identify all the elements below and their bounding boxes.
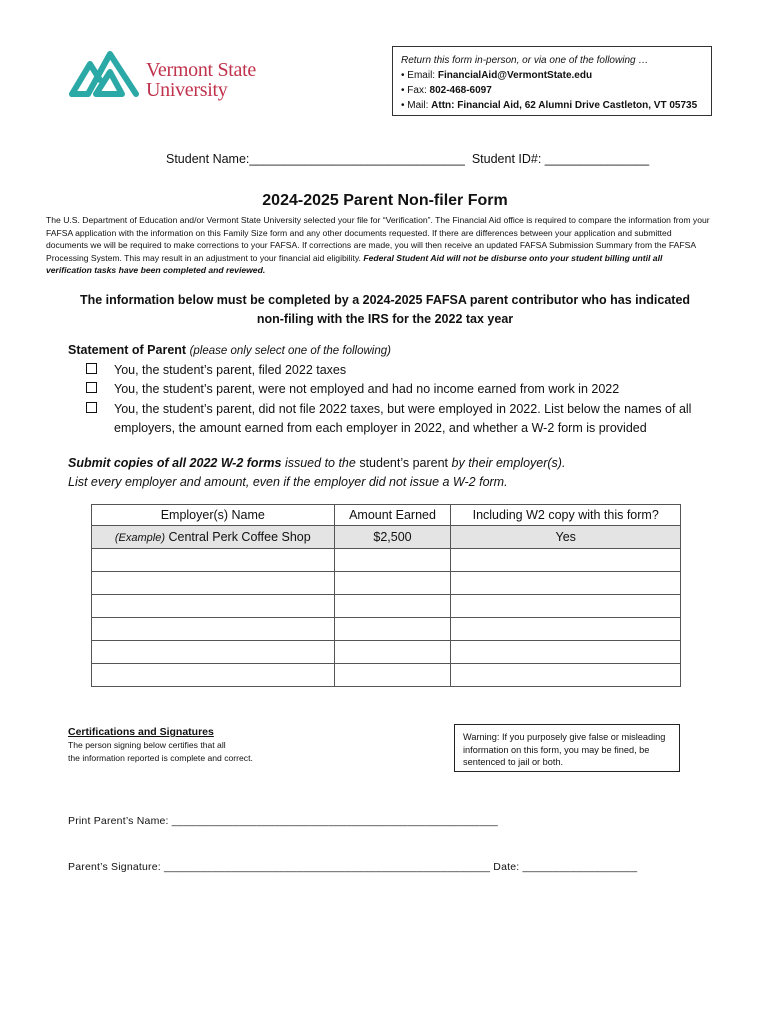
w2-cell[interactable]	[451, 572, 681, 595]
option-label: You, the student’s parent, filed 2022 taxes	[114, 363, 347, 377]
w2-cell[interactable]	[451, 549, 681, 572]
submit-mid: issued to the	[281, 456, 360, 470]
submit-bold: Submit copies of all 2022 W-2 forms	[68, 456, 282, 470]
column-header-employer: Employer(s) Name	[92, 505, 335, 526]
university-logo	[66, 46, 266, 106]
checkbox-icon[interactable]	[86, 363, 97, 374]
employer-cell[interactable]	[92, 641, 335, 664]
email-value: FinancialAid@VermontState.edu	[437, 70, 593, 81]
logo-wordmark	[146, 60, 256, 100]
intro-body: The U.S. Department of Education and/or Vermont State University selected your file for “Verification”. The Financial Aid office is required to compare the information from your FAFSA application with the information on this Family Size form and any other documents requested. If there are differences between your application and submitted documents we will be required to make corrections to your FAFSA. If corrections are made, you will then receive an updated FAFSA Submission Summary from the FAFSA Processing System. This may result in an adjustment to your financial aid eligibility.	[46, 215, 710, 263]
student-name-id-field[interactable]: Student Name:_______________________________ Student ID#: _______________	[166, 152, 650, 166]
parent-signature-date-field[interactable]: Parent’s Signature: ______________________________________________________ Date: ___________________	[68, 861, 638, 873]
return-email	[401, 68, 703, 83]
table-row	[92, 618, 681, 641]
amount-cell[interactable]	[334, 572, 451, 595]
fax-label: • Fax:	[401, 85, 430, 96]
return-instructions-box	[392, 46, 712, 116]
amount-cell[interactable]	[334, 641, 451, 664]
statement-hint: (please only select one of the following)	[189, 345, 391, 357]
logo-line-2: University	[146, 79, 228, 101]
example-w2: Yes	[451, 526, 681, 549]
checkbox-icon[interactable]	[86, 402, 97, 413]
cert-title: Certifications and Signatures	[68, 726, 214, 738]
statement-heading	[68, 343, 391, 357]
amount-cell[interactable]	[334, 618, 451, 641]
table-row	[92, 595, 681, 618]
option-label: You, the student’s parent, did not file 2022 taxes, but were employed in 2022. List below the names of all	[114, 402, 692, 416]
return-header: Return this form in-person, or via one of the following …	[401, 55, 649, 66]
fax-value: 802-468-6097	[429, 85, 492, 96]
employer-cell[interactable]	[92, 595, 335, 618]
w2-cell[interactable]	[451, 618, 681, 641]
intro-emphasis: Federal Student Aid will not be disburse onto your student billing until all verification tasks have been completed and reviewed.	[46, 252, 663, 276]
employer-cell[interactable]	[92, 549, 335, 572]
employer-cell[interactable]	[92, 664, 335, 687]
employer-cell[interactable]	[92, 618, 335, 641]
employer-cell[interactable]	[92, 572, 335, 595]
submit-parent: student’s parent	[359, 456, 449, 470]
w2-cell[interactable]	[451, 641, 681, 664]
submit-w2-instructions	[68, 454, 565, 492]
amount-cell[interactable]	[334, 549, 451, 572]
table-row	[92, 549, 681, 572]
example-employer: Central Perk Coffee Shop	[165, 530, 311, 544]
table-row-example	[92, 526, 681, 549]
option-label: You, the student’s parent, were not employed and had no income earned from work in 2022	[114, 382, 620, 396]
certifications-section	[68, 726, 253, 765]
table-row	[92, 664, 681, 687]
email-label: • Email:	[401, 70, 438, 81]
employer-table	[91, 504, 681, 687]
lead-line-2: non-filing with the IRS for the 2022 tax year	[256, 312, 514, 326]
column-header-w2: Including W2 copy with this form?	[451, 505, 681, 526]
mail-value: Attn: Financial Aid, 62 Alumni Drive Castleton, VT 05735	[431, 100, 698, 111]
cert-line-1: The person signing below certifies that all	[68, 740, 226, 750]
example-employer-cell	[92, 526, 335, 549]
example-label: (Example)	[114, 532, 165, 544]
example-amount: $2,500	[334, 526, 451, 549]
return-fax	[401, 83, 703, 98]
checkbox-icon[interactable]	[86, 382, 97, 393]
intro-paragraph	[46, 214, 710, 277]
mail-label: • Mail:	[401, 100, 432, 111]
form-title: 2024-2025 Parent Non-filer Form	[262, 192, 508, 209]
table-row	[92, 572, 681, 595]
column-header-amount: Amount Earned	[334, 505, 451, 526]
statement-label: Statement of Parent	[68, 343, 187, 357]
warning-box: Warning: If you purposely give false or misleading information on this form, you may be fined, be sentenced to jail or both.	[454, 724, 680, 772]
table-header-row	[92, 505, 681, 526]
amount-cell[interactable]	[334, 664, 451, 687]
vtsu-mountain-logo-icon	[66, 46, 146, 106]
cert-line-2: the information reported is complete and correct.	[68, 753, 253, 763]
table-row	[92, 641, 681, 664]
lead-line-1: The information below must be completed by a 2024-2025 FAFSA parent contributor who has indicated	[79, 293, 691, 307]
amount-cell[interactable]	[334, 595, 451, 618]
logo-line-1: Vermont State	[146, 59, 256, 81]
print-parent-name-field[interactable]: Print Parent’s Name: ______________________________________________________	[68, 815, 498, 827]
lead-instruction	[0, 291, 770, 329]
return-mail	[401, 98, 703, 113]
w2-cell[interactable]	[451, 595, 681, 618]
submit-end: by their employer(s).	[448, 456, 566, 470]
option-label-line-2: employers, the amount earned from each employer in 2022, and whether a W-2 form is provided	[114, 421, 647, 435]
submit-line-2: List every employer and amount, even if the employer did not issue a W-2 form.	[68, 475, 508, 489]
w2-cell[interactable]	[451, 664, 681, 687]
